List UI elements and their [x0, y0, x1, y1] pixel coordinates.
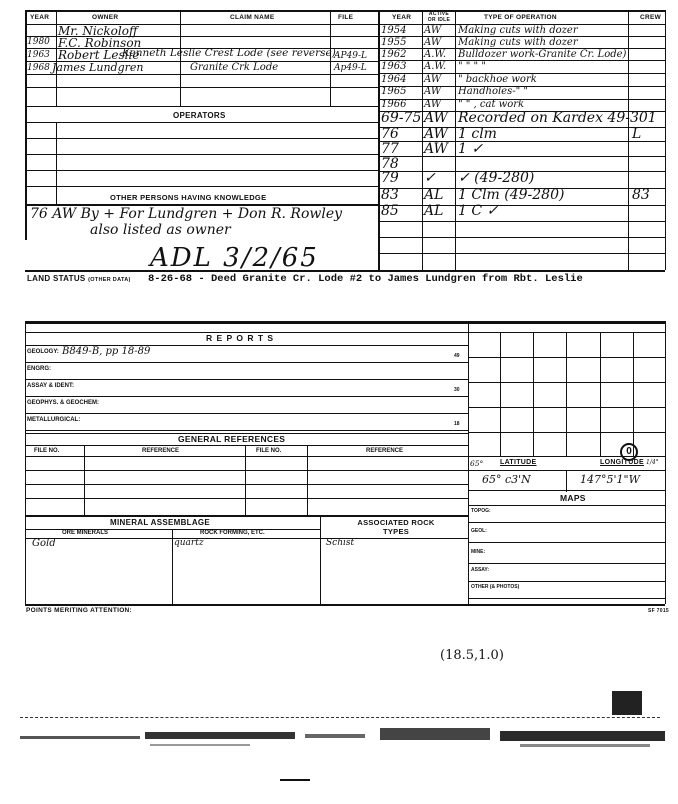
- adl-stamp-signature: ADL 3/2/65: [150, 243, 319, 273]
- rock-forming-value: quartz: [174, 538, 204, 548]
- owner-row-4-file: Ap49-L: [334, 63, 367, 73]
- scan-line-1: [20, 717, 660, 718]
- ops-header-type: TYPE OF OPERATION: [484, 14, 557, 21]
- land-status-text: 8-26-68 - Deed Granite Cr. Lode #2 to James Lundgren from Rbt. Leslie: [148, 273, 583, 285]
- form-number: SF 7015: [648, 608, 670, 614]
- latitude-degree: 65°: [470, 459, 484, 468]
- map-row-label-4: ASSAY:: [471, 567, 490, 573]
- ore-minerals-header: ORE MINERALS: [62, 530, 109, 536]
- map-row-label-2: GEOL:: [471, 528, 487, 534]
- ops-row-3-status: A.W.: [424, 49, 447, 60]
- owners-header-claim-name: CLAIM NAME: [230, 14, 275, 21]
- ops-row-line: [378, 237, 665, 238]
- coordinate-note: (18.5,1.0): [440, 648, 504, 663]
- report-number-5: 18: [454, 421, 460, 427]
- ops-row-5-status: AW: [424, 74, 442, 85]
- scan-dark-mark: [612, 691, 642, 715]
- owner-row-4-owner: James Lundgren: [52, 61, 144, 74]
- map-row-line: [468, 522, 665, 523]
- ops-row-10-type: 1 ✓: [458, 141, 484, 157]
- owner-row-2-owner: F.C. Robinson: [58, 36, 142, 50]
- scan-line-2: [280, 779, 310, 781]
- operators-label: OPERATORS: [173, 111, 226, 120]
- latitude-value: 65° c3'N: [482, 473, 531, 486]
- location-grid-col: [500, 332, 501, 456]
- longitude-label: LONGITUDE: [600, 459, 644, 466]
- ops-row-4-year: 1963: [381, 61, 407, 72]
- ops-row-14-year: 85: [381, 203, 399, 219]
- ops-row-13-status: AL: [424, 187, 444, 203]
- map-row-label-1: TOPOG:: [471, 508, 491, 514]
- report-row-line: [25, 362, 468, 363]
- knowledge-label: OTHER PERSONS HAVING KNOWLEDGE: [110, 193, 267, 202]
- report-label-1: GEOLOGY:: [27, 349, 59, 355]
- gen-ref-reference-2: REFERENCE: [366, 448, 404, 454]
- ops-row-4-type: " " " ": [458, 61, 486, 72]
- owner-row-4-year: 1968: [27, 63, 50, 73]
- longitude-note: 1/4°: [646, 459, 659, 466]
- ops-row-line: [378, 253, 665, 254]
- knowledge-line-2: also listed as owner: [90, 222, 231, 238]
- report-label-4: GEOPHYS. & GEOCHEM:: [27, 400, 100, 406]
- location-grid-row: [468, 432, 665, 433]
- location-grid-col: [600, 332, 601, 456]
- ops-row-10-status: AW: [424, 141, 448, 157]
- ops-row-13-type: 1 Clm (49-280): [458, 187, 565, 203]
- location-grid-row: [468, 382, 665, 383]
- knowledge-line-1: 76 AW By + For Lundgren + Don R. Rowley: [30, 206, 343, 222]
- map-row-label-3: MINE:: [471, 549, 486, 555]
- ops-row-7-type: " " , cat work: [458, 99, 525, 110]
- report-value-1: B849-B, pp 18-89: [62, 346, 151, 357]
- owner-row-3-year: 1963: [27, 50, 50, 60]
- report-row-line: [25, 413, 468, 414]
- ops-row-6-type: Handholes-" ": [458, 86, 528, 97]
- owners-header-year: YEAR: [30, 14, 50, 21]
- ops-row-5-year: 1964: [381, 74, 407, 85]
- ops-row-14-type: 1 C ✓: [458, 203, 499, 219]
- ops-row-11-year: 78: [381, 156, 399, 172]
- ops-row-10-year: 77: [381, 141, 399, 157]
- associated-rock-value: Schist: [326, 538, 355, 548]
- ops-row-12-status: ✓: [424, 170, 436, 186]
- associated-rock-types-title: ASSOCIATED ROCK TYPES: [357, 518, 435, 536]
- owners-header-owner: OWNER: [92, 14, 119, 21]
- report-number-3: 30: [454, 387, 460, 393]
- report-number-1: 49: [454, 353, 460, 359]
- scan-noise-band: [20, 722, 665, 762]
- location-grid-col: [533, 332, 534, 456]
- location-grid-col: [633, 332, 634, 456]
- ops-row-1-year: 1954: [381, 25, 407, 36]
- ops-row-9-status: AW: [424, 126, 448, 142]
- ops-header-active: ACTIVE OR IDLE: [427, 11, 451, 23]
- ops-row-8-type: Recorded on Kardex 49-301: [458, 110, 657, 126]
- ops-row-6-year: 1965: [381, 86, 407, 97]
- owners-header-file: FILE: [338, 14, 354, 21]
- location-grid-row: [468, 407, 665, 408]
- ops-row-3-type: Bulldozer work-Granite Cr. Lode): [458, 49, 627, 60]
- reports-title: R E P O R T S: [206, 333, 275, 343]
- report-label-5: METALLURGICAL:: [27, 417, 81, 423]
- ops-row-8-status: AW: [424, 110, 448, 126]
- ops-row-line: [378, 221, 665, 222]
- ops-row-7-year: 1966: [381, 99, 407, 110]
- mineral-assemblage-title: MINERAL ASSEMBLAGE: [110, 518, 211, 527]
- map-row-line: [468, 581, 665, 582]
- ops-row-8-year: 69-75: [381, 110, 422, 126]
- ops-row-12-year: 79: [381, 170, 399, 186]
- general-references-title: GENERAL REFERENCES: [178, 434, 286, 444]
- gen-ref-file-no-1: FILE NO.: [34, 448, 60, 454]
- report-row-line: [25, 396, 468, 397]
- ops-row-9-crew: L: [632, 126, 642, 142]
- ore-mineral-value: Gold: [32, 538, 56, 549]
- ops-row-9-year: 76: [381, 126, 399, 142]
- ops-row-5-type: " backhoe work: [458, 74, 537, 85]
- map-row-label-5: OTHER (& PHOTOS): [471, 584, 520, 590]
- ops-row-4-status: A.W.: [424, 61, 447, 72]
- ops-row-13-crew: 83: [632, 187, 650, 203]
- owner-row-3-claim: Kenneth Leslie Crest Lode (see reverse): [122, 47, 336, 59]
- gen-ref-file-no-2: FILE NO.: [256, 448, 282, 454]
- report-label-2: ENGRG:: [27, 366, 51, 372]
- map-row-line: [468, 563, 665, 564]
- ops-row-3-year: 1962: [381, 49, 407, 60]
- ops-row-2-status: AW: [424, 37, 442, 48]
- location-grid-col: [566, 332, 567, 456]
- ops-row-13-year: 83: [381, 187, 399, 203]
- longitude-value: 147°5'1"W: [580, 473, 640, 486]
- report-label-3: ASSAY & IDENT:: [27, 383, 75, 389]
- owner-row-1-owner: Mr. Nickoloff: [58, 24, 138, 38]
- ops-row-2-type: Making cuts with dozer: [458, 37, 578, 48]
- rock-forming-header: ROCK FORMING, ETC.: [200, 530, 265, 536]
- map-row-line: [468, 598, 665, 599]
- land-status-label: LAND STATUS (OTHER DATA): [27, 274, 131, 283]
- ops-row-14-status: AL: [424, 203, 444, 219]
- location-grid-row: [468, 357, 665, 358]
- ops-row-12-type: ✓ (49-280): [458, 170, 535, 186]
- ops-row-2-year: 1955: [381, 37, 407, 48]
- report-row-line: [25, 379, 468, 380]
- ops-row-1-type: Making cuts with dozer: [458, 25, 578, 36]
- ops-header-crew: CREW: [640, 14, 662, 21]
- owner-row-3-owner: Robert Leslie: [58, 48, 140, 62]
- ops-row-6-status: AW: [424, 86, 442, 97]
- location-circle-mark: 0: [620, 443, 638, 461]
- ops-header-year: YEAR: [392, 14, 412, 21]
- gen-ref-reference-1: REFERENCE: [142, 448, 180, 454]
- owner-row-3-file: AP49-L: [334, 51, 368, 61]
- points-meriting-attention-label: POINTS MERITING ATTENTION:: [26, 607, 133, 614]
- report-row-line: [25, 430, 468, 431]
- ops-row-7-status: AW: [424, 99, 442, 110]
- ops-row-9-type: 1 clm: [458, 126, 497, 142]
- maps-title: MAPS: [560, 493, 586, 503]
- latitude-label: LATITUDE: [500, 459, 537, 466]
- owner-row-4-claim: Granite Crk Lode: [190, 62, 279, 73]
- ops-row-1-status: AW: [424, 25, 442, 36]
- owner-row-2-year: 1980: [27, 37, 50, 47]
- map-row-line: [468, 542, 665, 543]
